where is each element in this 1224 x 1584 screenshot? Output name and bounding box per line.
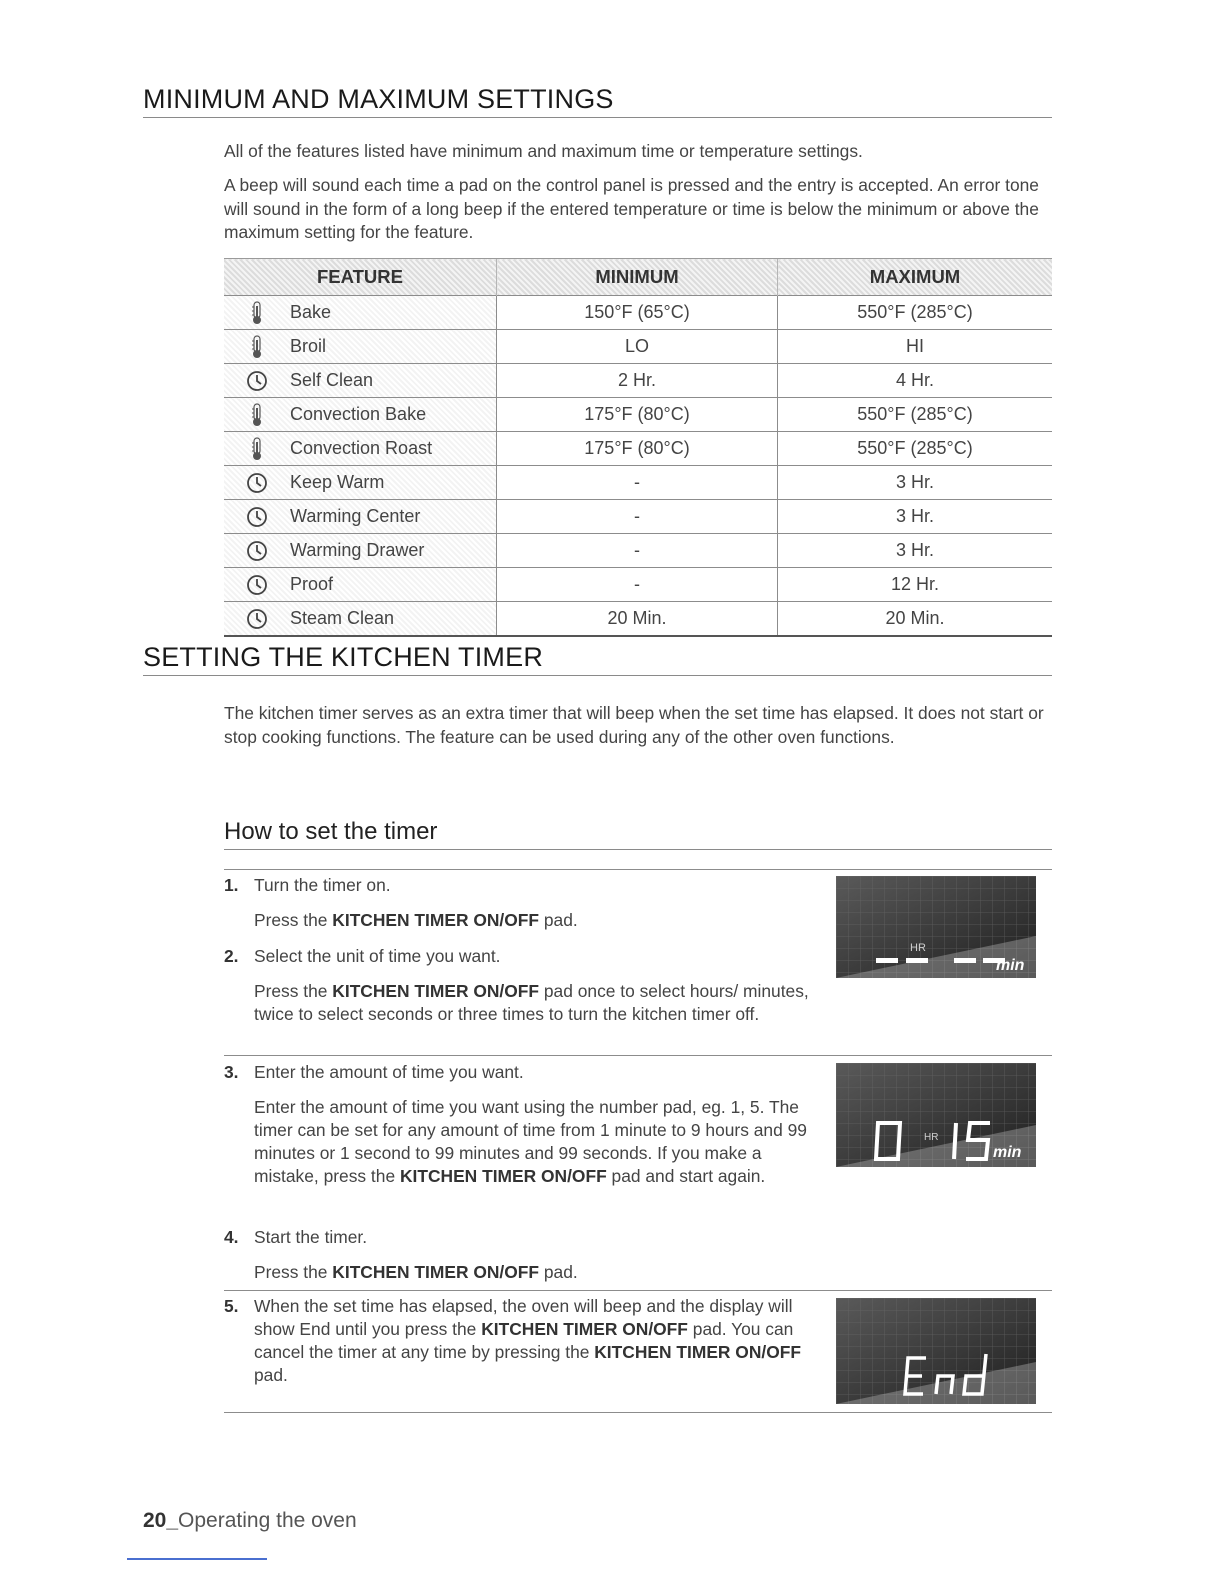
step-text: When the set time has elapsed, the oven will beep and the display will show End until you press the [254, 1296, 793, 1339]
table-row [224, 364, 1052, 398]
step-title: Start the timer. [254, 1227, 368, 1247]
hr-label: HR [910, 942, 926, 954]
intro-paragraph: All of the features listed have minimum and maximum time or temperature settings. [224, 141, 863, 161]
step-text: pad. You can cancel the timer at any time by pressing the [254, 1319, 794, 1362]
clock-icon [242, 573, 272, 597]
feature-cell [224, 296, 497, 330]
table-row [224, 330, 1052, 364]
maximum-cell: 12 Hr. [778, 568, 1053, 602]
step-text: pad. [254, 1365, 288, 1385]
divider [224, 1412, 1052, 1413]
subheading-how-to: How to set the timer [224, 818, 1052, 850]
table-row [224, 398, 1052, 432]
feature-cell [224, 466, 497, 500]
feature-cell [224, 602, 497, 637]
feature-label: Broil [290, 336, 327, 356]
clock-icon [242, 539, 272, 563]
clock-icon [242, 607, 272, 631]
step-text: pad and start again. [606, 1166, 766, 1186]
minimum-cell: 2 Hr. [497, 364, 778, 398]
minimum-cell: 175°F (80°C) [497, 398, 778, 432]
feature-cell [224, 500, 497, 534]
minimum-cell: 20 Min. [497, 602, 778, 637]
step-text: pad once to select hours/ minutes, twice to select seconds or three times to turn the kitchen timer off. [254, 981, 809, 1024]
minimum-cell: - [497, 500, 778, 534]
feature-label: Convection Bake [290, 404, 427, 424]
header-feature: FEATURE [224, 259, 497, 296]
feature-label: Warming Center [290, 506, 421, 526]
thermometer-icon [242, 403, 272, 427]
table-row [224, 534, 1052, 568]
pad-name: KITCHEN TIMER ON/OFF [332, 910, 540, 930]
step-text: pad. [539, 1262, 578, 1282]
timer-display-dashes [836, 876, 1041, 982]
feature-cell [224, 568, 497, 602]
step-text: Enter the amount of time you want using the number pad, eg. 1, 5. The timer can be set for any amount of time from 1 minute to 9 hours and 99 minutes or 1 second to 99 minutes and 99 seconds. If you make a mistake, press the [254, 1097, 807, 1186]
header-minimum: MINIMUM [497, 259, 778, 296]
pad-name: KITCHEN TIMER ON/OFF [481, 1319, 688, 1339]
step-number: 3. [224, 1062, 239, 1082]
table-row [224, 466, 1052, 500]
maximum-cell: 20 Min. [778, 602, 1053, 637]
step-number: 5. [224, 1296, 239, 1316]
timer-paragraph: The kitchen timer serves as an extra timer that will beep when the set time has elapsed. It does not start or stop cooking functions. The feature can be used during any of the other oven functions. [224, 703, 1044, 747]
step-title: Select the unit of time you want. [254, 946, 501, 966]
feature-label: Proof [290, 574, 334, 594]
footer-link-underline [127, 1558, 267, 1560]
maximum-cell: 3 Hr. [778, 534, 1053, 568]
thermometer-icon [242, 335, 272, 359]
page-footer [143, 1509, 357, 1533]
maximum-cell: 3 Hr. [778, 500, 1053, 534]
maximum-cell: 3 Hr. [778, 466, 1053, 500]
pad-name: KITCHEN TIMER ON/OFF [332, 981, 540, 1001]
maximum-cell: 4 Hr. [778, 364, 1053, 398]
clock-icon [242, 471, 272, 495]
step-text: Press the [254, 981, 333, 1001]
table-row [224, 602, 1052, 637]
timer-display-end [836, 1298, 1041, 1404]
maximum-cell: HI [778, 330, 1053, 364]
feature-cell [224, 398, 497, 432]
table-row [224, 568, 1052, 602]
pad-name: KITCHEN TIMER ON/OFF [594, 1342, 801, 1362]
maximum-cell: 550°F (285°C) [778, 398, 1053, 432]
minimum-cell: 150°F (65°C) [497, 296, 778, 330]
minimum-cell: - [497, 466, 778, 500]
header-maximum: MAXIMUM [778, 259, 1053, 296]
feature-label: Steam Clean [290, 608, 395, 628]
maximum-cell: 550°F (285°C) [778, 296, 1053, 330]
min-label: min [993, 1144, 1022, 1161]
footer-title: Operating the oven [178, 1509, 357, 1532]
pad-name: KITCHEN TIMER ON/OFF [332, 1262, 540, 1282]
page-number: 20_ [143, 1509, 179, 1532]
hr-label: HR [924, 1132, 939, 1143]
step-number: 2. [224, 946, 239, 966]
settings-table [224, 258, 1052, 637]
step-text: Press the [254, 1262, 333, 1282]
step-body [224, 1261, 824, 1284]
step-number: 4. [224, 1227, 239, 1247]
step-title: Enter the amount of time you want. [254, 1062, 524, 1082]
divider [224, 869, 1052, 870]
minimum-cell: 175°F (80°C) [497, 432, 778, 466]
section-heading-min-max: MINIMUM AND MAXIMUM SETTINGS [143, 84, 1052, 118]
clock-icon [242, 505, 272, 529]
step-text: pad. [539, 910, 578, 930]
maximum-cell: 550°F (285°C) [778, 432, 1053, 466]
feature-cell [224, 364, 497, 398]
thermometer-icon [242, 437, 272, 461]
step-body [254, 1295, 824, 1387]
step-text: Press the [254, 910, 333, 930]
pad-name: KITCHEN TIMER ON/OFF [399, 1166, 607, 1186]
table-row [224, 296, 1052, 330]
step-body [224, 1096, 824, 1188]
timer-display-0-15 [836, 1063, 1041, 1169]
beep-paragraph: A beep will sound each time a pad on the control panel is pressed and the entry is accepted. An error tone will sound in the form of a long beep if the entered temperature or time is below the minimum or above the maximum setting for the feature. [224, 175, 1039, 242]
feature-label: Bake [290, 302, 332, 322]
thermometer-icon [242, 301, 272, 325]
section-heading-kitchen-timer: SETTING THE KITCHEN TIMER [143, 642, 1052, 676]
table-row [224, 432, 1052, 466]
feature-label: Warming Drawer [290, 540, 425, 560]
feature-cell [224, 432, 497, 466]
feature-cell [224, 330, 497, 364]
feature-cell [224, 534, 497, 568]
step-body [224, 980, 824, 1026]
step-title: Turn the timer on. [254, 875, 391, 895]
clock-icon [242, 369, 272, 393]
step-body [224, 909, 824, 932]
divider [224, 1055, 1052, 1056]
step-number: 1. [224, 875, 239, 895]
feature-label: Convection Roast [290, 438, 433, 458]
minimum-cell: - [497, 568, 778, 602]
feature-label: Self Clean [290, 370, 374, 390]
minimum-cell: LO [497, 330, 778, 364]
minimum-cell: - [497, 534, 778, 568]
divider [224, 1290, 1052, 1291]
feature-label: Keep Warm [290, 472, 385, 492]
table-row [224, 500, 1052, 534]
min-label: min [996, 957, 1025, 974]
